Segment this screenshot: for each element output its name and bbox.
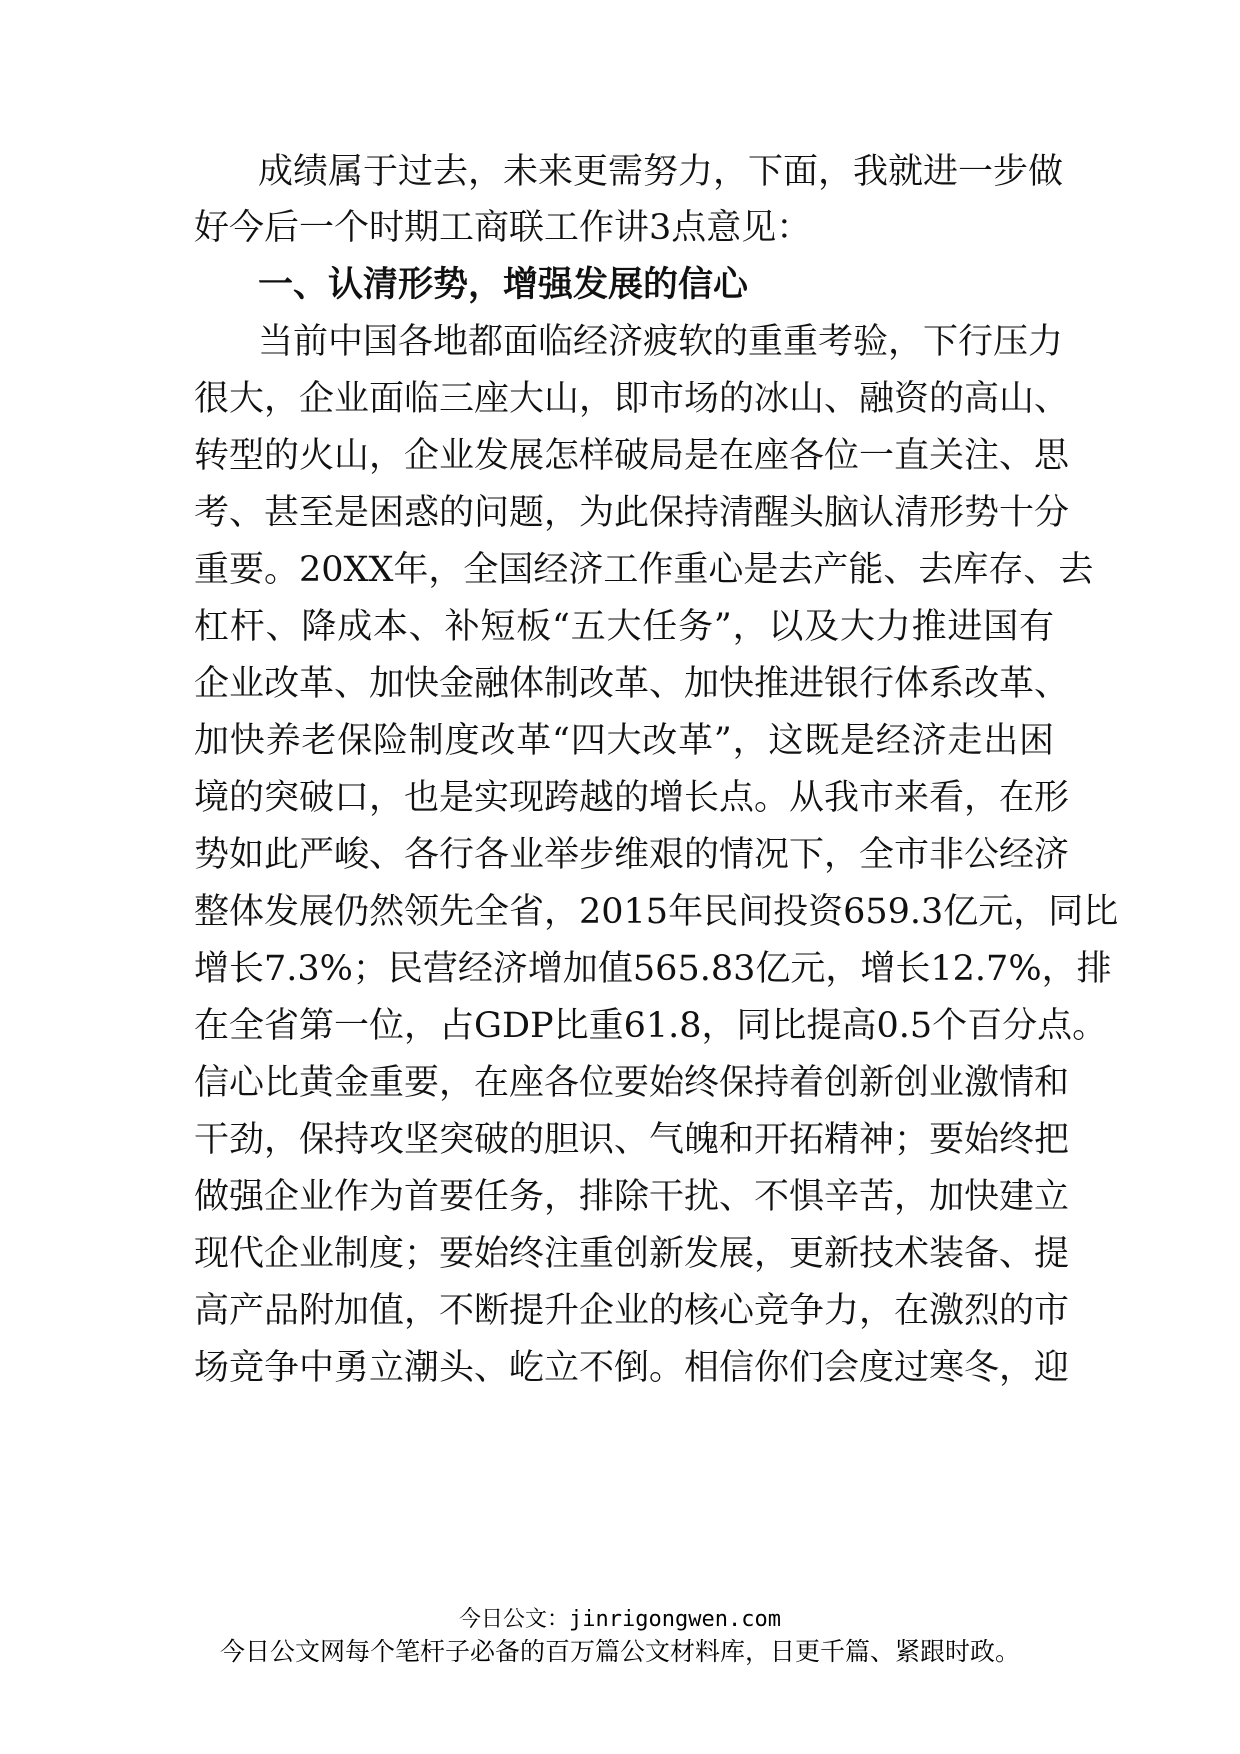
footer-slogan: 今日公文网每个笔杆子必备的百万篇公文材料库，日更千篇、紧跟时政。 [219,1637,1020,1666]
body-line: 重要。20XX年，全国经济工作重心是去产能、去库存、去 [194,550,1094,590]
body-line: 增长7.3%；民营经济增加值565.83亿元，增长12.7%，排 [194,949,1112,989]
body-line: 企业改革、加快金融体制改革、加快推进银行体系改革、 [194,664,1070,704]
body-line: 在全省第一位，占GDP比重61.8，同比提高0.5个百分点。 [194,1006,1108,1046]
body-line: 转型的火山，企业发展怎样破局是在座各位一直关注、思 [194,436,1070,476]
footer-site-link[interactable]: jinrigongwen.com [569,1607,781,1632]
body-line: 考、甚至是困惑的问题，为此保持清醒头脑认清形势十分 [194,493,1070,533]
body-line: 整体发展仍然领先全省，2015年民间投资659.3亿元，同比 [194,892,1119,932]
section-heading: 一、认清形势，增强发展的信心 [258,265,749,305]
body-line: 加快养老保险制度改革“四大改革”，这既是经济走出困 [194,721,1054,761]
intro-line: 好今后一个时期工商联工作讲3点意见： [194,208,812,248]
body-line: 境的突破口，也是实现跨越的增长点。从我市来看，在形 [194,778,1070,818]
body-line: 做强企业作为首要任务，排除干扰、不惧辛苦，加快建立 [194,1177,1070,1217]
footer-site-label: 今日公文： [459,1607,570,1632]
body-line: 当前中国各地都面临经济疲软的重重考验，下行压力 [258,322,1064,362]
body-line: 势如此严峻、各行各业举步维艰的情况下，全市非公经济 [194,835,1070,875]
body-line: 杠杆、降成本、补短板“五大任务”，以及大力推进国有 [194,607,1054,647]
footer-site [0,1606,1240,1634]
intro-line: 成绩属于过去，未来更需努力，下面，我就进一步做 [258,152,1064,192]
body-line: 干劲，保持攻坚突破的胆识、气魄和开拓精神；要始终把 [194,1120,1070,1160]
body-line: 高产品附加值，不断提升企业的核心竞争力，在激烈的市 [194,1291,1070,1331]
body-line: 现代企业制度；要始终注重创新发展，更新技术装备、提 [194,1234,1070,1274]
body-line: 很大，企业面临三座大山，即市场的冰山、融资的高山、 [194,379,1070,419]
body-line: 信心比黄金重要，在座各位要始终保持着创新创业激情和 [194,1063,1070,1103]
body-line: 场竞争中勇立潮头、屹立不倒。相信你们会度过寒冬，迎 [194,1348,1070,1388]
